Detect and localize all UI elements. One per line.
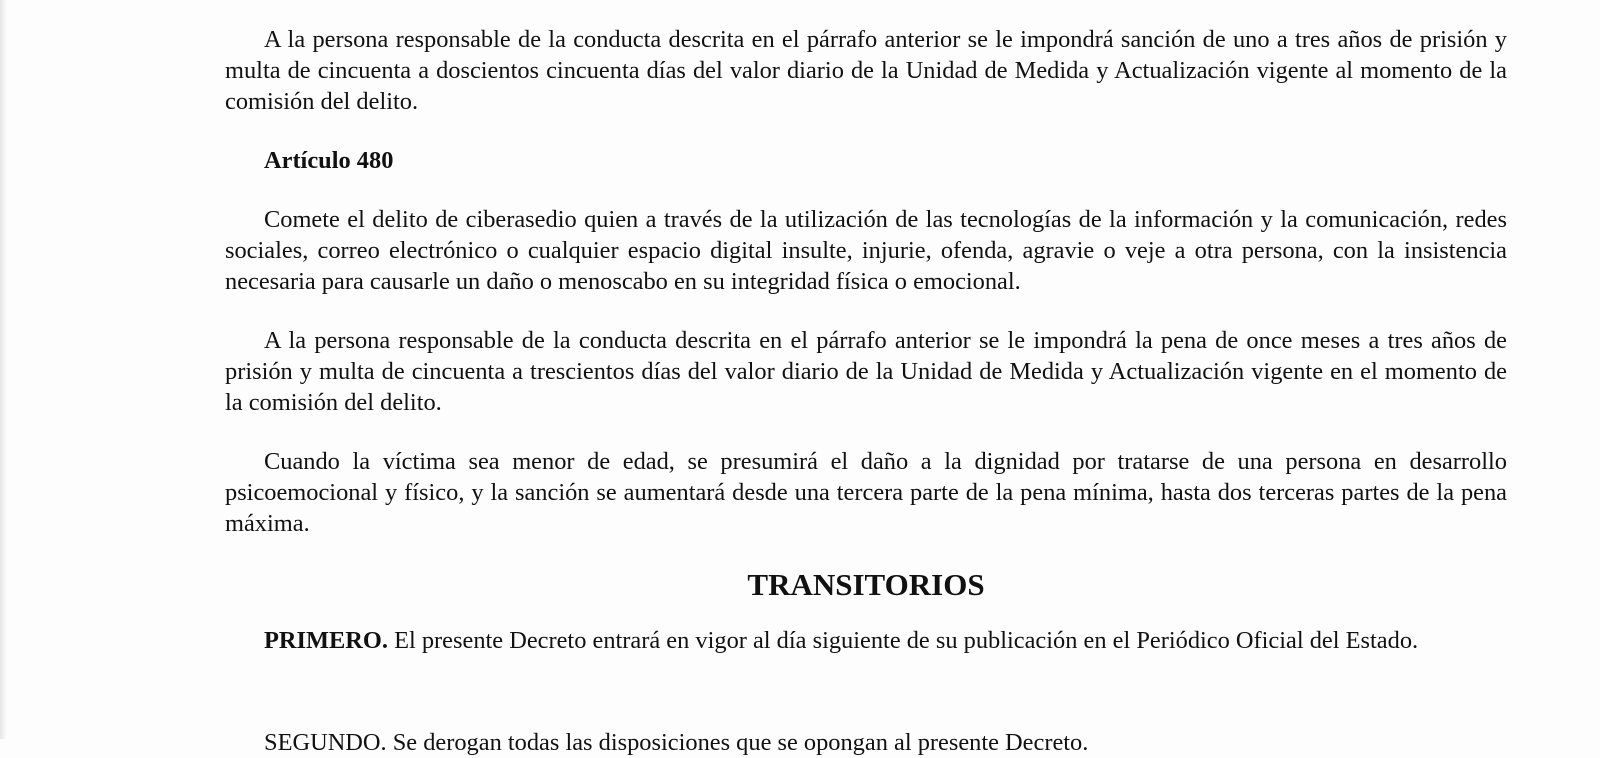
paragraph-segundo-cut: SEGUNDO. Se derogan todas las disposiciones que se opongan al presente Decreto.: [264, 729, 1089, 756]
paragraph-sanction-480-prev: A la persona responsable de la conducta descrita en el párrafo anterior se le impondrá sanción de uno a tres años de prisión y multa de cincuenta a doscientos cincuenta días del valor diario de la Unidad de Medida y Actualización vigente al momento de la comisión del delito.: [225, 26, 1507, 115]
paragraph-ciberasedio: Comete el delito de ciberasedio quien a través de la utilización de las tecnologías de la información y la comunicación, redes sociales, correo electrónico o cualquier espacio digital insulte, injurie, ofenda, agravie o veje a otra persona, con la insistencia necesaria para causarle un daño o menoscabo en su integridad física o emocional.: [225, 206, 1507, 295]
paragraph-minors: Cuando la víctima sea menor de edad, se presumirá el daño a la dignidad por tratarse de una persona en desarrollo psicoemocional y físico, y la sanción se aumentará desde una tercera parte de la pena mínima, hasta dos terceras partes de la pena máxima.: [225, 448, 1507, 537]
paragraph-penalty: A la persona responsable de la conducta descrita en el párrafo anterior se le impondrá la pena de once meses a tres años de prisión y multa de cincuenta a trescientos días del valor diario de la Unidad de Medida y Actualización vigente en el momento de la comisión del delito.: [225, 327, 1507, 416]
primero-label: PRIMERO.: [264, 627, 388, 654]
page-left-edge: [0, 0, 6, 739]
section-title: TRANSITORIOS: [747, 567, 985, 602]
article-heading: Artículo 480: [264, 147, 394, 174]
document-page: [225, 24, 1507, 656]
paragraph-primero: [225, 625, 1507, 656]
primero-text: El presente Decreto entrará en vigor al día siguiente de su publicación en el Periódico Oficial del Estado.: [387, 627, 1419, 654]
